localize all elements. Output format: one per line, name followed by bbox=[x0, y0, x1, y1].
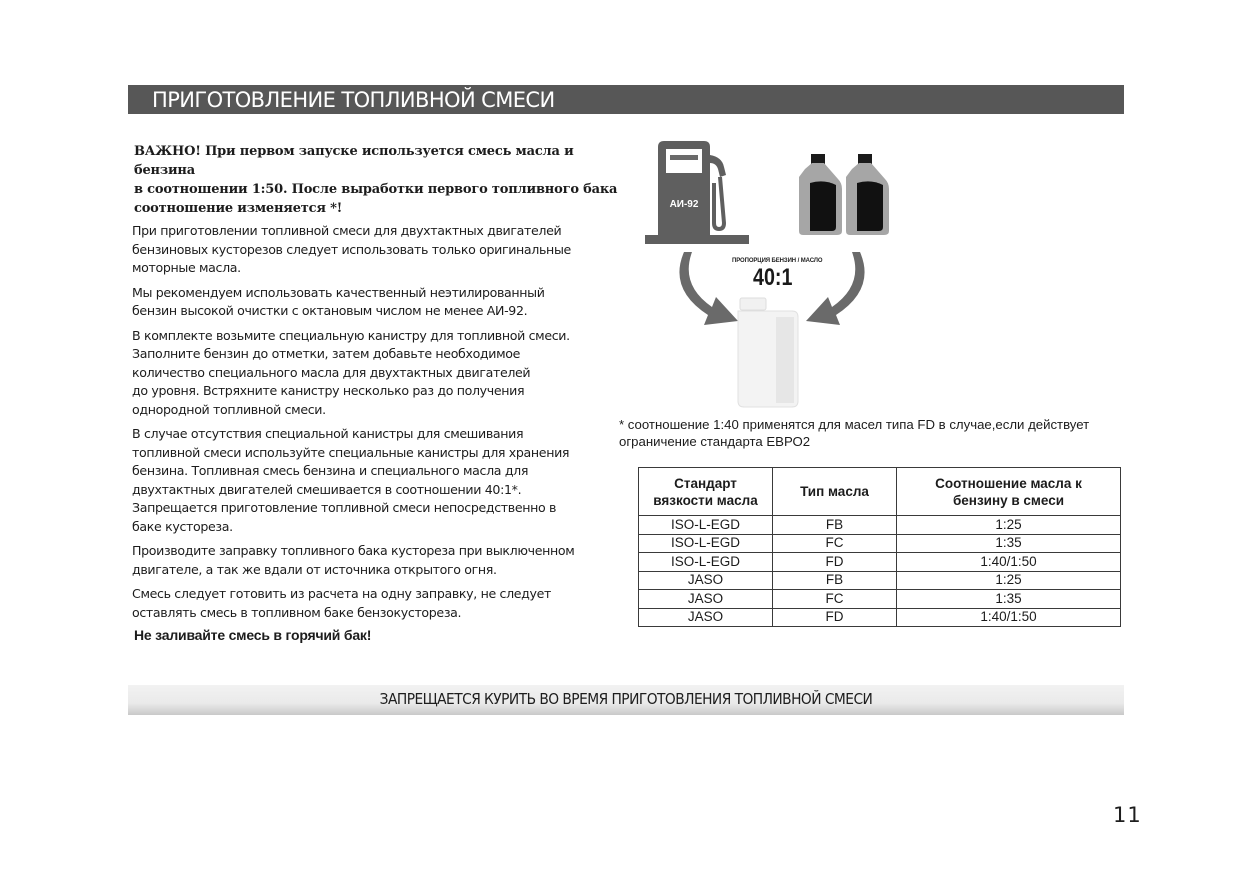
oil-bottle-icon bbox=[799, 154, 842, 235]
paragraph-line: При приготовлении топливной смеси для двухтактных двигателей bbox=[132, 223, 562, 238]
cell-standard: ISO-L-EGD bbox=[639, 534, 773, 553]
oil-bottle-icon bbox=[846, 154, 889, 235]
section-header-bar bbox=[128, 85, 1124, 114]
oil-ratio-table bbox=[638, 467, 1121, 627]
no-smoking-banner bbox=[128, 685, 1124, 715]
cell-standard: JASO bbox=[639, 571, 773, 590]
table-row bbox=[639, 590, 1121, 609]
cell-standard: ISO-L-EGD bbox=[639, 553, 773, 572]
paragraph-line: двигателе, а так же вдали от источника открытого огня. bbox=[132, 561, 497, 577]
paragraph-line: топливной смеси используйте специальные канистры для хранения bbox=[132, 444, 570, 460]
paragraph-line: бензина. Топливная смесь бензина и специального масла для bbox=[132, 463, 529, 478]
paragraph-line: оставлять смесь в топливном баке бензокустореза. bbox=[132, 604, 462, 620]
footnote-line: ограничение стандарта ЕВРО2 bbox=[619, 434, 811, 449]
footnote bbox=[619, 416, 1089, 450]
paragraph-line: Производите заправку топливного бака кустореза при выключенном bbox=[132, 543, 575, 558]
table-row bbox=[639, 553, 1121, 572]
cell-ratio: 1:25 bbox=[897, 571, 1121, 590]
paragraph-line: бензин высокой очистки с октановым числом не менее АИ-92. bbox=[132, 303, 528, 318]
column-header-oil-type: Тип масла bbox=[773, 468, 897, 516]
important-notice bbox=[134, 142, 622, 218]
cell-ratio: 1:35 bbox=[897, 534, 1121, 553]
paragraph-line: до уровня. Встряхните канистру несколько раз до получения bbox=[132, 383, 525, 398]
no-smoking-text: ЗАПРЕЩАЕТСЯ КУРИТЬ ВО ВРЕМЯ ПРИГОТОВЛЕНИЯ ТОПЛИВНОЙ СМЕСИ bbox=[379, 690, 873, 708]
hot-tank-warning: Не заливайте смесь в горячий бак! bbox=[134, 627, 372, 643]
ratio-value: 40:1 bbox=[753, 264, 793, 291]
cell-ratio: 1:25 bbox=[897, 516, 1121, 535]
important-line: ВАЖНО! При первом запуске используется смесь масла и бензина bbox=[134, 144, 574, 178]
paragraph-line: количество специального масла для двухтактных двигателей bbox=[132, 364, 531, 380]
cell-ratio: 1:40/1:50 bbox=[897, 608, 1121, 627]
cell-oil-type: FC bbox=[773, 534, 897, 553]
cell-standard: JASO bbox=[639, 590, 773, 609]
cell-standard: ISO-L-EGD bbox=[639, 516, 773, 535]
paragraph-line: Заполните бензин до отметки, затем добавьте необходимое bbox=[132, 346, 521, 361]
paragraph-original-oils bbox=[132, 222, 622, 278]
section-title: ПРИГОТОВЛЕНИЕ ТОПЛИВНОЙ СМЕСИ bbox=[152, 88, 555, 112]
table-row bbox=[639, 608, 1121, 627]
paragraph-line: Смесь следует готовить из расчета на одну заправку, не следует bbox=[132, 586, 552, 601]
cell-oil-type: FC bbox=[773, 590, 897, 609]
paragraph-line: двухтактных двигателей смешивается в соотношении 40:1*. bbox=[132, 481, 522, 497]
fuel-canister-icon bbox=[738, 298, 798, 407]
paragraph-line: моторные масла. bbox=[132, 260, 241, 275]
table-row bbox=[639, 516, 1121, 535]
cell-ratio: 1:40/1:50 bbox=[897, 553, 1121, 572]
curved-arrow-icon bbox=[679, 252, 738, 325]
table-header-row bbox=[639, 468, 1121, 516]
paragraph-refuel-safety bbox=[132, 542, 622, 579]
paragraph-line: Мы рекомендуем использовать качественный неэтилированный bbox=[132, 284, 545, 300]
paragraph-line: бензиновых кусторезов следует использовать только оригинальные bbox=[132, 241, 571, 257]
cell-oil-type: FB bbox=[773, 516, 897, 535]
important-line: соотношение изменяется *! bbox=[134, 201, 343, 216]
cell-oil-type: FD bbox=[773, 553, 897, 572]
page-number: 11 bbox=[1113, 803, 1142, 827]
paragraph-line: Запрещается приготовление топливной смеси непосредственно в bbox=[132, 500, 557, 515]
pump-label: АИ-92 bbox=[669, 199, 699, 210]
cell-standard: JASO bbox=[639, 608, 773, 627]
cell-oil-type: FB bbox=[773, 571, 897, 590]
paragraph-no-canister bbox=[132, 425, 622, 536]
table-row bbox=[639, 534, 1121, 553]
column-header-ratio: Соотношение масла к бензину в смеси bbox=[897, 468, 1121, 516]
paragraph-fuel-recommendation bbox=[132, 284, 622, 321]
fuel-pump-icon bbox=[645, 141, 749, 244]
paragraph-canister-mixing bbox=[132, 327, 622, 420]
footnote-line: * соотношение 1:40 применятся для масел типа FD в случае,если действует bbox=[619, 417, 1090, 432]
paragraph-line: однородной топливной смеси. bbox=[132, 401, 326, 417]
important-line: в соотношении 1:50. После выработки первого топливного бака bbox=[134, 182, 618, 197]
paragraph-single-fill bbox=[132, 585, 622, 622]
paragraph-line: В комплекте возьмите специальную канистру для топливной смеси. bbox=[132, 327, 570, 343]
cell-oil-type: FD bbox=[773, 608, 897, 627]
table-row bbox=[639, 571, 1121, 590]
paragraph-line: В случае отсутствия специальной канистры для смешивания bbox=[132, 426, 524, 441]
ratio-caption: ПРОПОРЦИЯ БЕНЗИН / МАСЛО bbox=[732, 258, 823, 264]
instructions-column bbox=[132, 142, 622, 644]
cell-ratio: 1:35 bbox=[897, 590, 1121, 609]
column-header-standard: Стандарт вязкости масла bbox=[639, 468, 773, 516]
paragraph-line: баке кустореза. bbox=[132, 518, 233, 534]
